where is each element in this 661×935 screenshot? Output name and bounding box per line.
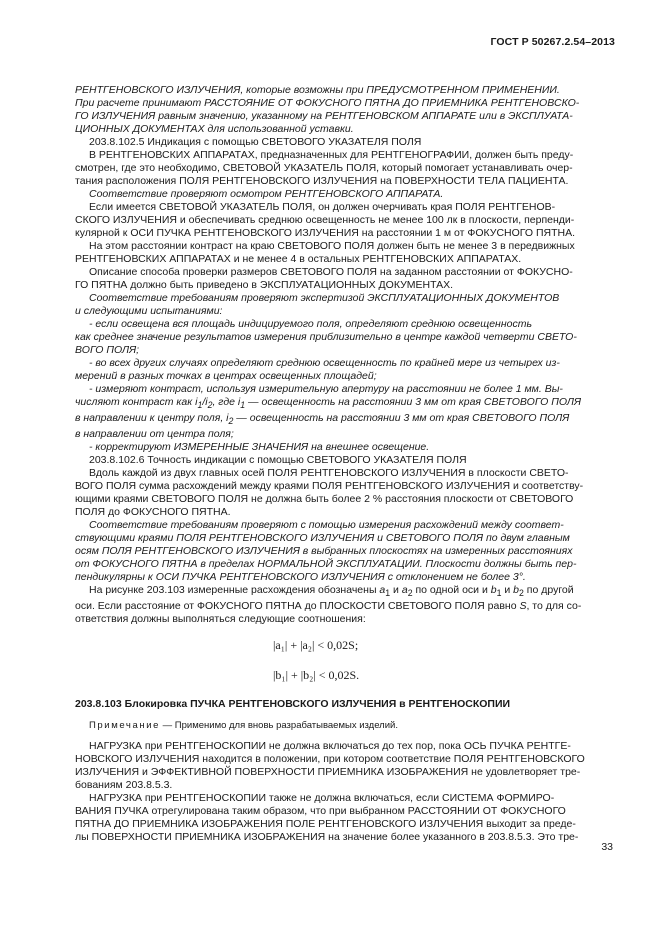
note: [75, 719, 588, 732]
text-line: НОВСКОГО ИЗЛУЧЕНИЯ находится в положении, при котором соответствие ПОЛЯ РЕНТГЕНОВСКОГО: [75, 753, 585, 766]
text-line: Соответствие требованиям проверяют экспертизой ЭКСПЛУАТАЦИОННЫХ ДОКУМЕНТОВ: [89, 292, 560, 304]
text-line: [75, 396, 588, 412]
text-line: НАГРУЗКА при РЕНТГЕНОСКОПИИ также не должна включаться, если СИСТЕМА ФОРМИРО-: [89, 792, 555, 805]
note-label: Примечание: [89, 720, 160, 732]
text-line: бованиям 203.8.5.3.: [75, 779, 173, 792]
text-fragment: На рисунке 203.103 измеренные расхождения обозначены: [89, 584, 380, 597]
subscript: 1: [197, 400, 203, 411]
text-line: Описание способа проверки размеров СВЕТОВОГО ПОЛЯ на заданном расстоянии от ФОКУСНО-: [89, 266, 573, 278]
text-fragment: по другой: [523, 584, 574, 597]
symbol-i: i: [205, 396, 208, 408]
symbol-i: i: [226, 412, 229, 425]
text-fragment: и: [501, 584, 514, 597]
subscript: 1: [496, 588, 502, 599]
text-line: тания расположения ПОЛЯ РЕНТГЕНОВСКОГО ИЗЛУЧЕНИЯ на ПОВЕРХНОСТИ ТЕЛА ПАЦИЕНТА.: [75, 175, 569, 187]
document-code: ГОСТ Р 50267.2.54–2013: [490, 36, 615, 48]
list-item: - если освещена вся площадь индицируемого поля, определяют среднюю освещенность: [89, 318, 532, 330]
text-line: При расчете принимают РАССТОЯНИЕ ОТ ФОКУСНОГО ПЯТНА ДО ПРИЕМНИКА РЕНТГЕНОВСКО-: [75, 97, 580, 109]
formula-a: [75, 632, 588, 658]
text-line: РЕНТГЕНОВСКИХ АППАРАТАХ и не менее 4 в остальных РЕНТГЕНОВСКИХ АППАРАТАХ.: [75, 253, 522, 265]
text-fragment: числяют контраст как: [75, 396, 196, 408]
text-line: ГО ИЗЛУЧЕНИЯ равным значению, указанному на РЕНТГЕНОВСКОМ АППАРАТЕ или в ЭКСПЛУАТА-: [75, 110, 573, 122]
text-line: кулярной к ОСИ ПУЧКА РЕНТГЕНОВСКОГО ИЗЛУЧЕНИЯ на расстоянии 1 м от ФОКУСНОГО ПЯТНА.: [75, 227, 576, 239]
text-line: НАГРУЗКА при РЕНТГЕНОСКОПИИ не должна включаться до тех пор, пока ОСЬ ПУЧКА РЕНТГЕ-: [89, 740, 571, 753]
text-line: в направлении от центра поля;: [75, 428, 234, 441]
symbol-i: i: [195, 396, 198, 408]
text-fragment: , где: [212, 396, 238, 408]
subscript: 1: [385, 588, 391, 599]
text-line: Если имеется СВЕТОВОЙ УКАЗАТЕЛЬ ПОЛЯ, он должен очерчивать края ПОЛЯ РЕНТГЕНОВ-: [89, 201, 556, 213]
text-line: ГО ПЯТНА должно быть приведено в ЭКСПЛУАТАЦИОННЫХ ДОКУМЕНТАХ.: [75, 279, 454, 291]
list-item: - во всех других случаях определяют среднюю освещенность по крайней мере из четырех из-: [89, 357, 560, 369]
list-item: - корректируют ИЗМЕРЕННЫЕ ЗНАЧЕНИЯ на внешнее освещение.: [89, 441, 430, 454]
text-line: [75, 412, 588, 428]
symbol-a: a: [379, 584, 386, 597]
text-fragment: — освещенность на расстоянии 3 мм от края СВЕТОВОГО ПОЛЯ: [245, 396, 582, 408]
symbol-i: i: [237, 396, 241, 408]
text-line: На этом расстоянии контраст на краю СВЕТОВОГО ПОЛЯ должен быть не менее 3 в передвижных: [89, 240, 575, 252]
clause-heading: 203.8.102.6 Точность индикации с помощью СВЕТОВОГО УКАЗАТЕЛЯ ПОЛЯ: [89, 454, 467, 467]
document-body: [75, 84, 588, 844]
symbol-b: b: [513, 584, 519, 597]
text-line: ВОГО ПОЛЯ сумма расхождений между краями ПОЛЯ РЕНТГЕНОВСКОГО ИЗЛУЧЕНИЯ и соответству-: [75, 480, 584, 493]
text-line: смотрен, где это необходимо, СВЕТОВОЙ УКАЗАТЕЛЬ ПОЛЯ, который помогает устанавливать очер-: [75, 162, 573, 174]
page-number: 33: [601, 841, 613, 853]
text-fragment: и: [390, 584, 402, 597]
subscript: 2: [207, 400, 213, 411]
text-fragment: оси. Если расстояние от ФОКУСНОГО ПЯТНА до ПЛОСКОСТИ СВЕТОВОГО ПОЛЯ равно: [75, 600, 520, 613]
text-line: ВОГО ПОЛЯ;: [75, 344, 140, 356]
text-fragment: в направлении к центру поля,: [75, 412, 227, 425]
text-line: [75, 600, 588, 613]
formula-text: |a₁| + |a₂| < 0,02S;: [273, 638, 359, 653]
formula-b: [75, 662, 588, 688]
text-line: лы ПОВЕРХНОСТИ ПРИЕМНИКА ИЗОБРАЖЕНИЯ на значение более указанного в 203.8.5.3. Это тре-: [75, 831, 579, 844]
text-line: ПОЛЯ до ФОКУСНОГО ПЯТНА.: [75, 506, 231, 519]
text-line: осям ПОЛЯ РЕНТГЕНОВСКОГО ИЗЛУЧЕНИЯ в выбранных плоскостях на измеренных расстояниях: [75, 545, 573, 558]
section-heading: 203.8.103 Блокировка ПУЧКА РЕНТГЕНОВСКОГО ИЗЛУЧЕНИЯ в РЕНТГЕНОСКОПИИ: [75, 698, 511, 711]
list-item: - измеряют контраст, используя измерительную апертуру на расстоянии не более 1 мм. Вы-: [89, 383, 563, 395]
text-line: ответствия должны выполняться следующие соотношения:: [75, 613, 366, 626]
clause-heading: 203.8.102.5 Индикация с помощью СВЕТОВОГО УКАЗАТЕЛЯ ПОЛЯ: [89, 136, 422, 148]
subscript: 2: [519, 588, 524, 599]
symbol-a: a: [401, 584, 408, 597]
text-line: Соответствие требованиям проверяют с помощью измерения расхождений между соответ-: [89, 519, 564, 532]
note-text: — Применимо для вновь разрабатываемых изделий.: [160, 720, 398, 732]
subscript: 2: [407, 588, 413, 599]
text-line: ИЗЛУЧЕНИЯ и ЭФФЕКТИВНОЙ ПОВЕРХНОСТИ ПРИЕМНИКА ИЗОБРАЖЕНИЯ не удовлетворяет тре-: [75, 766, 581, 779]
text-line: РЕНТГЕНОВСКОГО ИЗЛУЧЕНИЯ, которые возможны при ПРЕДУСМОТРЕННОМ ПРИМЕНЕНИИ.: [75, 84, 560, 96]
text-line: ВАНИЯ ПУЧКА отрегулирована таким образом, что при выбранном РАССТОЯНИИ ОТ ФОКУСНОГО: [75, 805, 566, 818]
text-line: Соответствие проверяют осмотром РЕНТГЕНОВСКОГО АППАРАТА.: [89, 188, 444, 200]
text-line: СКОГО ИЗЛУЧЕНИЯ и обеспечивать среднюю освещенность не менее 100 лк в плоскости, перпенди-: [75, 214, 575, 226]
subscript: 1: [240, 400, 246, 411]
text-line: мерений в разных точках в центрах освещенных площадей;: [75, 370, 377, 382]
text-line: ющими краями СВЕТОВОГО ПОЛЯ не должна быть более 2 % расстояния плоскости от СВЕТОВОГО: [75, 493, 574, 506]
text-fragment: по одной оси и: [412, 584, 491, 597]
text-line: ЦИОННЫХ ДОКУМЕНТАХ для использованной уставки.: [75, 123, 354, 135]
text-line: ствующими краями ПОЛЯ РЕНТГЕНОВСКОГО ИЗЛУЧЕНИЯ и СВЕТОВОГО ПОЛЯ по двум главным: [75, 532, 570, 545]
ratio-slash: /: [202, 396, 206, 408]
symbol-b: b: [490, 584, 497, 597]
text-line: как среднее значение результатов измерения приблизительно в центре каждой четверти СВЕТО-: [75, 331, 577, 343]
text-line: от ФОКУСНОГО ПЯТНА в пределах НОРМАЛЬНОЙ ЭКСПЛУАТАЦИИ. Плоскости должны быть пер-: [75, 558, 577, 571]
text-line: ПЯТНА ДО ПРИЕМНИКА ИЗОБРАЖЕНИЯ ПОЛЕ РЕНТГЕНОВСКОГО ИЗЛУЧЕНИЯ выходит за преде-: [75, 818, 576, 831]
formula-text: |b₁| + |b₂| < 0,02S.: [273, 668, 360, 683]
text-line: пендикулярны к ОСИ ПУЧКА РЕНТГЕНОВСКОГО ИЗЛУЧЕНИЯ с отклонением не более 3°.: [75, 571, 526, 584]
text-fragment: — освещенность на расстоянии 3 мм от края СВЕТОВОГО ПОЛЯ: [233, 412, 570, 425]
symbol-S: S: [519, 600, 527, 613]
subscript: 2: [228, 416, 234, 427]
text-fragment: , то для со-: [526, 600, 582, 613]
text-line: [75, 584, 588, 600]
text-line: и следующими испытаниями:: [75, 305, 223, 317]
text-line: Вдоль каждой из двух главных осей ПОЛЯ РЕНТГЕНОВСКОГО ИЗЛУЧЕНИЯ в плоскости СВЕТО-: [89, 467, 569, 480]
text-line: В РЕНТГЕНОВСКИХ АППАРАТАХ, предназначенных для РЕНТГЕНОГРАФИИ, должен быть преду-: [89, 149, 574, 161]
